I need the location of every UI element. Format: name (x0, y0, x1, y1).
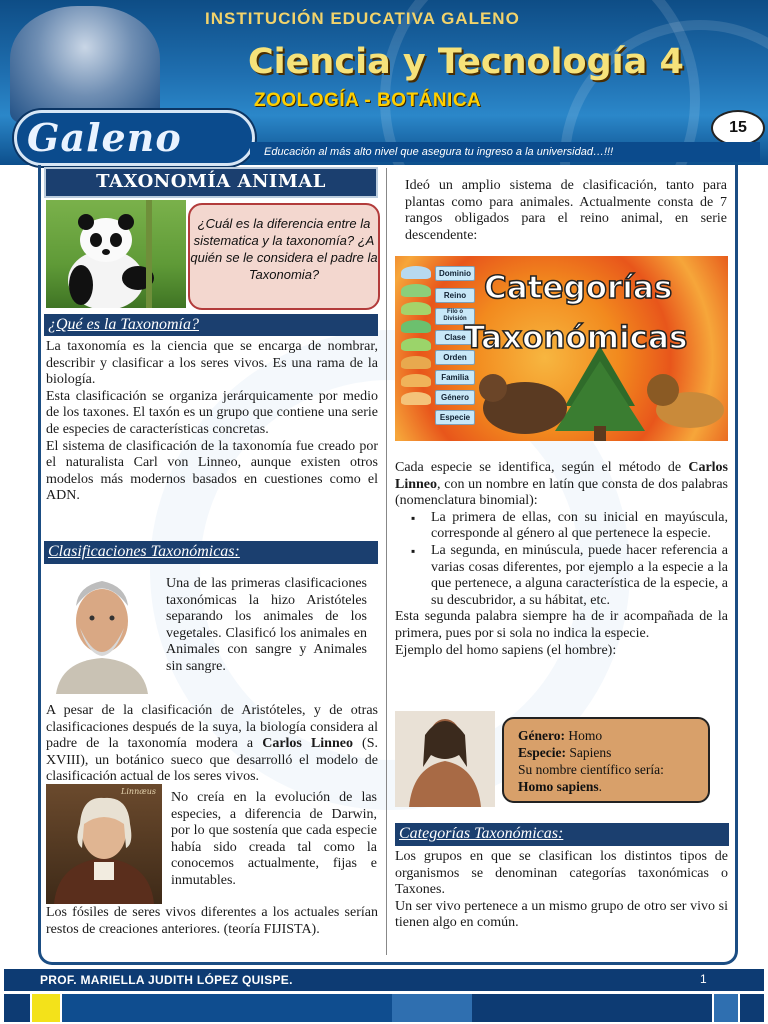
bold-name: Carlos Linneo (262, 736, 353, 752)
footer-block (472, 994, 712, 1022)
species-label: Especie: (518, 745, 566, 760)
binomial-text (395, 460, 728, 659)
homo-sapiens-classification-box (502, 717, 710, 803)
aristotle-text: Una de las primeras clasificaciones taxonómicas la hizo Aristóteles separando los animales de los vegetales. Clasificó los animales en Animales con sangre y Animales sin sangre. (166, 576, 367, 674)
rank-tier (401, 338, 431, 351)
footer-block (32, 994, 60, 1022)
heading-que-es-taxonomia (44, 314, 378, 336)
rank-label: Reino (435, 288, 475, 303)
paragraph: El sistema de clasificación de la taxonomía fue creado por el naturalista Carl von Linneo, aunque existen otros modelos más modernos basados en cuestiones como el ADN. (46, 438, 378, 504)
footer-block (740, 994, 764, 1022)
paragraph: Un ser vivo pertenece a un mismo grupo de otro ser vivo si tienen algo en común. (395, 898, 728, 931)
aristotle-bust (46, 566, 158, 694)
course-title: Ciencia y Tecnología 4 (248, 42, 684, 82)
column-divider (386, 168, 387, 955)
taxones-text (395, 849, 728, 932)
section-title-taxonomia-animal: TAXONOMÍA ANIMAL (44, 167, 378, 198)
list-item: ▪ La segunda, en minúscula, puede hacer referencia a varias cosas diferentes, por ejemplo a la especie a la que pertenece, a alguna característica de la especie, a su descubridor, a su hábitat, etc. (395, 543, 728, 609)
linneo-system-text: Ideó un amplio sistema de clasificación, tanto para plantas como para animales. Actualmente consta de 7 rangos obligados para el reino animal, en serie descendente: (405, 178, 727, 243)
rank-tier (401, 284, 431, 297)
rank-tier (401, 374, 431, 387)
rank-label: Familia (435, 370, 475, 385)
rank-label: Género (435, 390, 475, 405)
linneo-portrait-image (46, 784, 162, 904)
author-name: PROF. MARIELLA JUDITH LÓPEZ QUISPE. (40, 973, 293, 987)
banner-title-line1: Categorías (484, 270, 673, 306)
footer-block (392, 994, 472, 1022)
species-value: Sapiens (569, 745, 612, 760)
panda-illustration (46, 200, 186, 308)
galeno-logo (14, 110, 255, 166)
heading-text: Categorías Taxonómicas: (399, 825, 564, 842)
page-number-badge: 15 (711, 110, 765, 146)
binomial-list (395, 510, 728, 610)
panda-image (46, 200, 186, 308)
rank-tier (401, 356, 431, 369)
text-run: A pesar de la clasificación de Aristóteles, y de otras clasificaciones después de la suya, la biología considera al padre de la taxonomía modera a (46, 703, 378, 752)
rank-label: Dominio (435, 266, 475, 281)
logo-text: Galeno (27, 115, 182, 160)
homo-sapiens-image (395, 711, 495, 807)
institution-name: INSTITUCIÓN EDUCATIVA GALENO (205, 9, 520, 28)
paragraph: Los grupos en que se clasifican los distintos tipos de organismos se denominan categorías taxonómicas o Taxones. (395, 849, 728, 898)
heading-text: Clasificaciones Taxonómicas: (48, 543, 240, 560)
question-callout: ¿Cuál es la diferencia entre la sistematica y la taxonomía? ¿A quién se le considera el padre la Taxonomia? (188, 203, 380, 310)
rank-label: Clase (435, 330, 475, 345)
paragraph: La taxonomía es la ciencia que se encarga de nombrar, describir y clasificar a los seres vivos. Es una rama de la biología. (46, 339, 378, 388)
heading-categorias (395, 823, 729, 846)
list-item: ▪ La primera de ellas, con su inicial en mayúscula, corresponde al género al que pertenece la especie. (395, 510, 728, 543)
paragraph: Esta segunda palabra siempre ha de ir acompañada de la primera, pues por si sola no indica la especie. (395, 609, 728, 641)
portrait-caption: Linnæus (121, 787, 156, 796)
rank-tier (401, 392, 431, 405)
text-run: (S. XVIII), un botánico sueco que desarrolló el modelo de clasificación actual de los seres vivos. (46, 736, 378, 785)
early-human-figure (395, 711, 495, 807)
rank-tier (401, 302, 431, 315)
scientific-name-line: Su nombre científico sería: (518, 762, 664, 777)
slogan-bar: Educación al más alto nivel que asegura tu ingreso a la universidad…!!! (250, 142, 760, 162)
heading-clasificaciones (44, 541, 378, 564)
rank-label: Orden (435, 350, 475, 365)
course-subtitle: ZOOLOGÍA - BOTÁNICA (254, 90, 482, 111)
paragraph: Esta clasificación se organiza jerárquicamente por medio de los taxones. El taxón es un grupo que contiene una serie de especies de características concretas. (46, 388, 378, 437)
scientific-name: Homo sapiens. (518, 779, 603, 794)
linneo-painting (46, 784, 162, 904)
aristotle-image (46, 566, 158, 694)
footer-block (62, 994, 392, 1022)
rank-tier (401, 320, 431, 333)
text-run: Cada especie se identifica, según el método de (395, 460, 689, 475)
paragraph (395, 460, 728, 510)
banner-title-line2: Taxonómicas (464, 320, 688, 356)
rank-tier (401, 266, 431, 279)
linneo-paragraph (46, 703, 378, 786)
paragraph: Ejemplo del homo sapiens (el hombre): (395, 642, 617, 658)
fixism-text: No creía en la evolución de las especies, a diferencia de Darwin, por lo que sostenía que cada especie había sido creada tal como la conocemos actualmente, fijas e inmutables. (171, 790, 377, 888)
species-line (518, 744, 708, 761)
genus-line (518, 727, 708, 744)
founder-portrait-image (10, 6, 160, 124)
rank-label: Filo o División (435, 308, 475, 325)
footer-block (4, 994, 30, 1022)
footer-page-number: 1 (700, 972, 707, 986)
fossils-text: Los fósiles de seres vivos diferentes a los actuales serían restos de creaciones anteriores. (teoría FIJISTA). (46, 905, 378, 937)
genus-label: Género: (518, 728, 565, 743)
intro-text (46, 339, 378, 505)
scientific-name-value: Homo sapiens (518, 779, 599, 794)
footer-block (714, 994, 738, 1022)
genus-value: Homo (568, 728, 603, 743)
heading-text: ¿Qué es la Taxonomía? (48, 316, 199, 333)
bold-name: Carlos Linneo (395, 460, 728, 492)
rank-label: Especie (435, 410, 475, 425)
text-run: , con un nombre en latín que consta de dos palabras (nomenclatura binomial): (395, 476, 728, 509)
animals-tree-illustration (475, 346, 728, 441)
